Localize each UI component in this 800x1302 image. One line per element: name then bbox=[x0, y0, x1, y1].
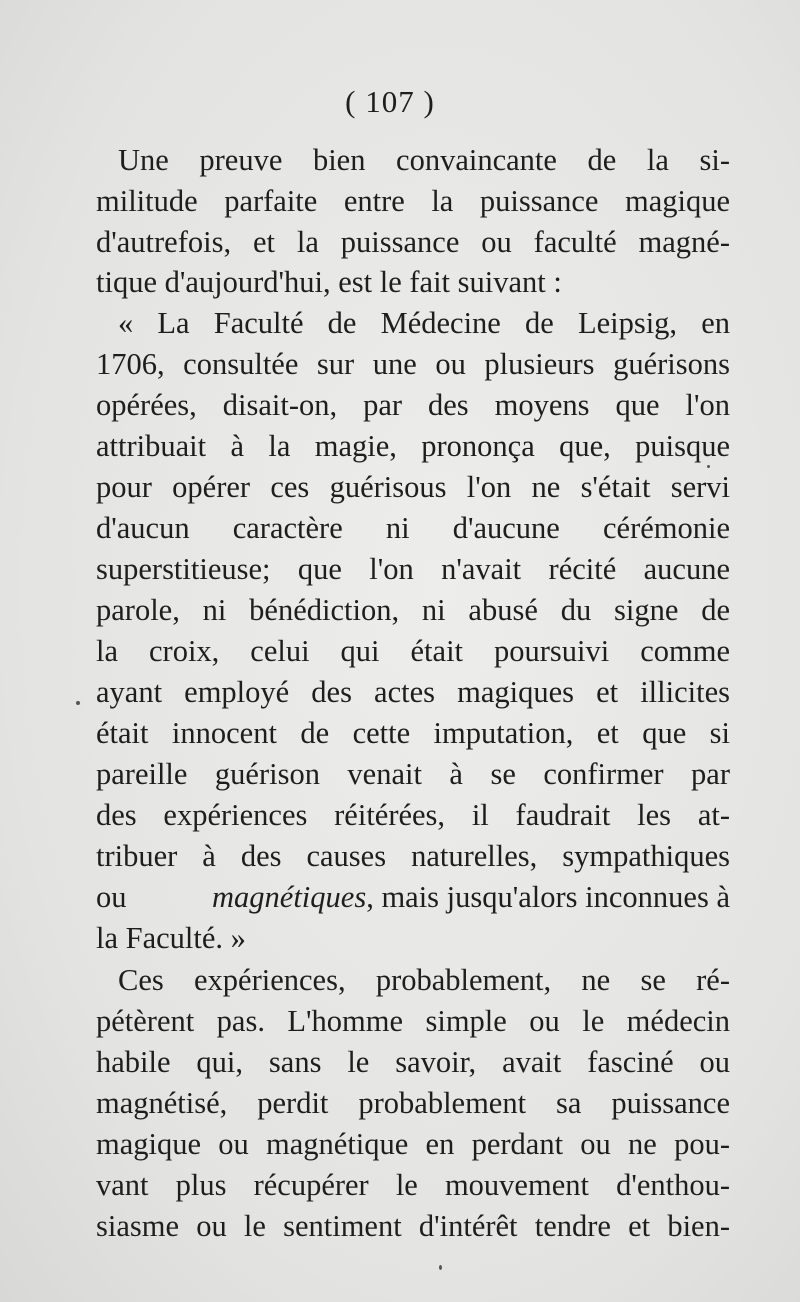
text-line: attribuait à la magie, prononça que, puisque bbox=[96, 429, 730, 463]
text-line: Une preuve bien convaincante de la si- bbox=[118, 143, 730, 177]
text-line: était innocent de cette imputation, et que si bbox=[96, 716, 730, 750]
text-line: parole, ni bénédiction, ni abusé du signe de bbox=[96, 593, 730, 627]
paper-speck bbox=[707, 465, 710, 468]
text-line: pétèrent pas. L'homme simple ou le médecin bbox=[96, 1004, 730, 1038]
text-line: des expériences réitérées, il faudrait les at- bbox=[96, 798, 730, 832]
italic-term: magnétiques bbox=[212, 880, 367, 914]
text-fragment: ou bbox=[96, 880, 127, 914]
text-line: magnétisé, perdit probablement sa puissance bbox=[96, 1086, 730, 1120]
paper-speck bbox=[439, 1265, 442, 1270]
text-line: magique ou magnétique en perdant ou ne pou- bbox=[96, 1127, 730, 1161]
text-line: militude parfaite entre la puissance magique bbox=[96, 184, 730, 218]
text-line: d'aucun caractère ni d'aucune cérémonie bbox=[96, 511, 730, 545]
text-line: pour opérer ces guérisous l'on ne s'était servi bbox=[96, 470, 730, 504]
text-line: la Faculté. » bbox=[96, 921, 246, 955]
text-line: superstitieuse; que l'on n'avait récité aucune bbox=[96, 552, 730, 586]
text-line: tribuer à des causes naturelles, sympathiques bbox=[96, 839, 730, 873]
text-line: ayant employé des actes magiques et illicites bbox=[96, 675, 730, 709]
text-line: d'autrefois, et la puissance ou faculté magné- bbox=[96, 225, 730, 259]
text-fragment: , mais jusqu'alors inconnues à bbox=[366, 880, 730, 914]
paper-speck bbox=[76, 701, 80, 705]
text-line: opérées, disait-on, par des moyens que l'on bbox=[96, 388, 730, 422]
text-line-mixed bbox=[96, 877, 730, 917]
text-line: 1706, consultée sur une ou plusieurs guérisons bbox=[96, 347, 730, 381]
text-line: vant plus récupérer le mouvement d'enthou- bbox=[96, 1168, 730, 1202]
text-fragment bbox=[212, 877, 730, 917]
text-line: tique d'aujourd'hui, est le fait suivant : bbox=[96, 265, 562, 299]
text-line: la croix, celui qui était poursuivi comme bbox=[96, 634, 730, 668]
text-line: siasme ou le sentiment d'intérêt tendre et bien- bbox=[96, 1209, 730, 1243]
text-line: pareille guérison venait à se confirmer par bbox=[96, 757, 730, 791]
page-number: ( 107 ) bbox=[345, 84, 435, 119]
text-line: « La Faculté de Médecine de Leipsig, en bbox=[118, 306, 730, 340]
text-line: Ces expériences, probablement, ne se ré- bbox=[118, 963, 730, 997]
text-line: habile qui, sans le savoir, avait fasciné ou bbox=[96, 1045, 730, 1079]
